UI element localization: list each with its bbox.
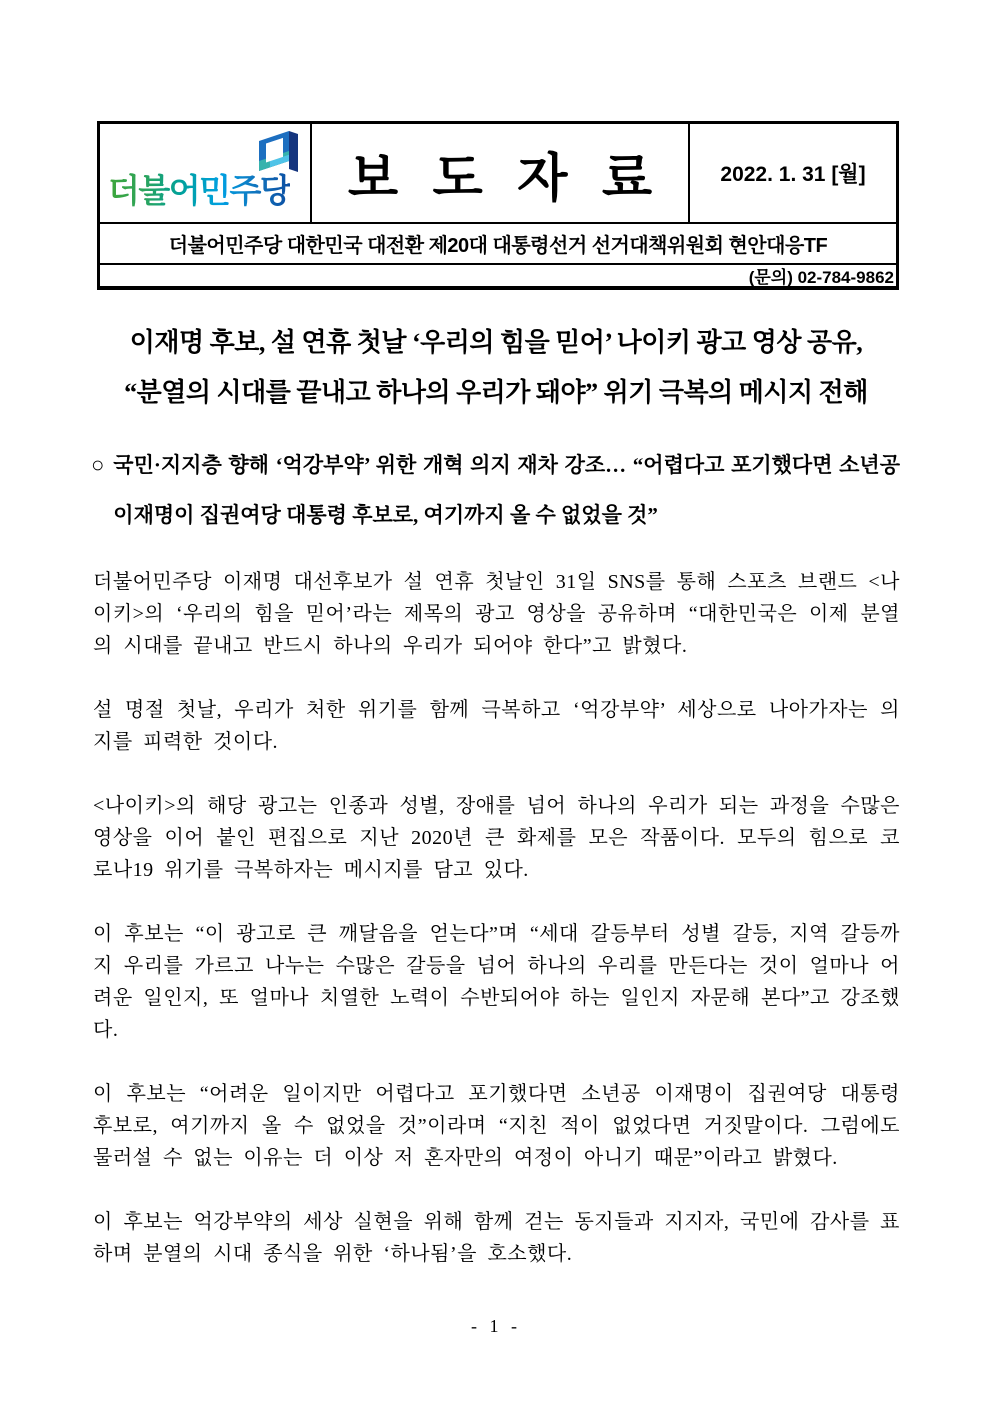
body-text bbox=[93, 566, 900, 1302]
summary-bullet-paragraph bbox=[91, 440, 900, 540]
page-number: - 1 - bbox=[471, 1316, 521, 1336]
release-date: 2022. 1. 31 [월] bbox=[720, 163, 866, 186]
committee-name: 더불어민주당 대한민국 대전환 제20대 대통령선거 선거대책위원회 현안대응TF bbox=[168, 235, 828, 257]
body-paragraph-1: 더불어민주당 이재명 대선후보가 설 연휴 첫날인 31일 SNS를 통해 스포츠 브랜드 <나이키>의 ‘우리의 힘을 믿어’라는 제목의 광고 영상을 공유하며 “대한민국은 이제 분열의 시대를 끝내고 반드시 하나의 우리가 되어야 한다”고 밝혔다. bbox=[93, 571, 900, 657]
doc-type-title: 보 도 자 료 bbox=[347, 149, 663, 208]
headline-line-2: “분열의 시대를 끝내고 하나의 우리가 돼야” 위기 극복의 메시지 전해 bbox=[124, 378, 868, 407]
doc-type-cell bbox=[312, 124, 690, 222]
contact-phone: (문의) 02-784-9862 bbox=[748, 268, 894, 287]
party-logo-cell bbox=[100, 124, 312, 222]
committee-row bbox=[100, 224, 896, 265]
circle-bullet-icon: ○ bbox=[91, 452, 105, 477]
headline bbox=[46, 318, 946, 418]
contact-row bbox=[100, 265, 896, 286]
body-paragraph-6: 이 후보는 억강부약의 세상 실현을 위해 함께 걷는 동지들과 지지자, 국민에 감사를 표하며 분열의 시대 종식을 위한 ‘하나됨’을 호소했다. bbox=[93, 1211, 900, 1265]
body-paragraph-3: <나이키>의 해당 광고는 인종과 성별, 장애를 넘어 하나의 우리가 되는 과정을 수많은 영상을 이어 붙인 편집으로 지난 2020년 큰 화제를 모은 작품이다. 모두의 힘으로 코로나19 위기를 극복하자는 메시지를 담고 있다. bbox=[93, 795, 900, 881]
press-release-header-table bbox=[97, 121, 899, 290]
header-top-row bbox=[100, 124, 896, 224]
summary-text: 국민·지지층 향해 ‘억강부약’ 위한 개혁 의지 재차 강조… “어렵다고 포기했다면 소년공 이재명이 집권여당 대통령 후보로, 여기까지 올 수 없었을 것” bbox=[113, 453, 900, 527]
body-paragraph-2: 설 명절 첫날, 우리가 처한 위기를 함께 극복하고 ‘억강부약’ 세상으로 나아가자는 의지를 피력한 것이다. bbox=[93, 699, 900, 753]
body-paragraph-4: 이 후보는 “이 광고로 큰 깨달음을 얻는다”며 “세대 갈등부터 성별 갈등, 지역 갈등까지 우리를 가르고 나누는 수많은 갈등을 넘어 하나의 우리를 만든다는 것이 얼마나 어려운 일인지, 또 얼마나 치열한 노력이 수반되어야 하는 일인지 자문해 본다”고 강조했다. bbox=[93, 923, 900, 1041]
party-logo-wordmark: 더불어민주당 bbox=[108, 165, 290, 212]
headline-line-1: 이재명 후보, 설 연휴 첫날 ‘우리의 힘을 믿어’ 나이키 광고 영상 공유, bbox=[129, 328, 863, 357]
body-paragraph-5: 이 후보는 “어려운 일이지만 어렵다고 포기했다면 소년공 이재명이 집권여당 대통령 후보로, 여기까지 올 수 없었을 것”이라며 “지친 적이 없었다면 거짓말이다. 그럼에도 물러설 수 없는 이유는 더 이상 저 혼자만의 여정이 아니기 때문”이라고 밝혔다. bbox=[93, 1083, 900, 1169]
date-cell bbox=[690, 124, 896, 222]
